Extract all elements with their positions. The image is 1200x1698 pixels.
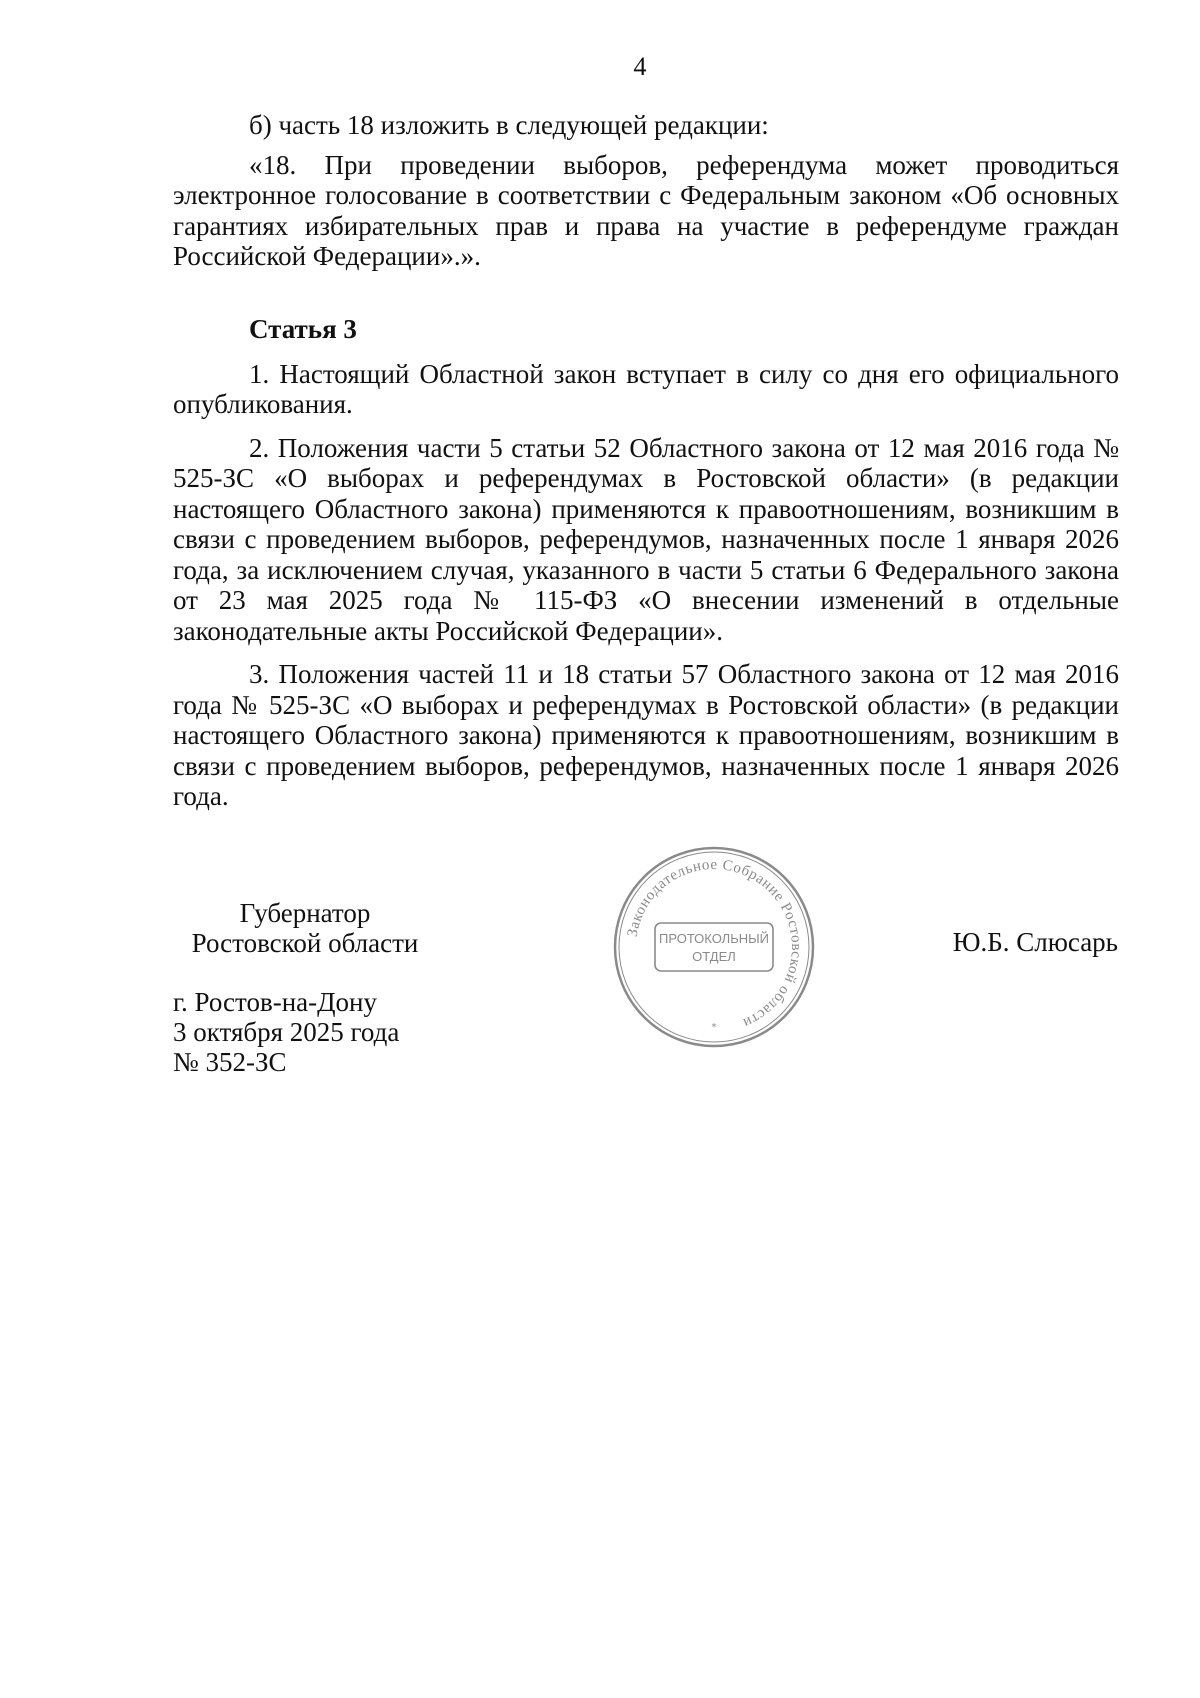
page-number: 4 [633,52,647,81]
article-3-section [173,314,1119,812]
article-item-3: 3. Положения частей 11 и 18 статьи 57 Областного закона от 12 мая 2016 года № 525-ЗС «О выборах и референдумах в Ростовской области» (в редакции настоящего Областного закона) применяются к правоотношениям, возникшим в связи с проведением выборов, референдумов, назначенных после 1 января 2026 года. [173,659,1119,811]
amendment-section [173,110,1119,272]
stamp-ring-text: Законодательное Собрание Ростовской области [624,856,805,1031]
sub-item-b: б) часть 18 изложить в следующей редакции: [249,110,769,140]
protocol-department-stamp [612,845,816,1049]
stamp-star-icon: * [711,1022,717,1033]
article-item-1: 1. Настоящий Областной закон вступает в силу со дня его официального опубликования. [173,358,1119,419]
stamp-outer-ring [615,848,813,1046]
governor-title [173,898,437,958]
article-heading: Статья 3 [249,314,357,344]
stamp-center-line1: ПРОТОКОЛЬНЫЙ [658,931,770,946]
city: г. Ростов-на-Дону [173,987,378,1017]
signatory-name: Ю.Б. Слюсарь [952,927,1118,957]
stamp-center-line2: ОТДЕЛ [692,949,736,964]
article-item-2: 2. Положения части 5 статьи 52 Областного закона от 12 мая 2016 года № 525-ЗС «О выборах и референдумах в Ростовской области» (в редакции настоящего Областного закона) применяются к правоотношениям, возникшим в связи с проведением выборов, референдумов, назначенных после 1 января 2026 года, за исключением случая, указанного в части 5 статьи 6 Федерального закона от 23 мая 2025 года № 115-ФЗ «О внесении изменений в отдельные законодательные акты Российской Федерации». [173,432,1119,646]
date: 3 октября 2025 года [173,1017,400,1047]
governor-title-line1: Губернатор [239,898,371,928]
place-and-date [173,987,399,1077]
stamp-inner-ring [619,852,809,1042]
governor-title-line2: Ростовской области [191,928,419,958]
part-18-text: «18. При проведении выборов, референдума может проводиться электронное голосование в соответствии с Федеральным законом «Об основных гарантиях избирательных прав и права на участие в референдуме граждан Российской Федерации».». [173,149,1119,271]
law-number: № 352-ЗС [173,1047,287,1077]
